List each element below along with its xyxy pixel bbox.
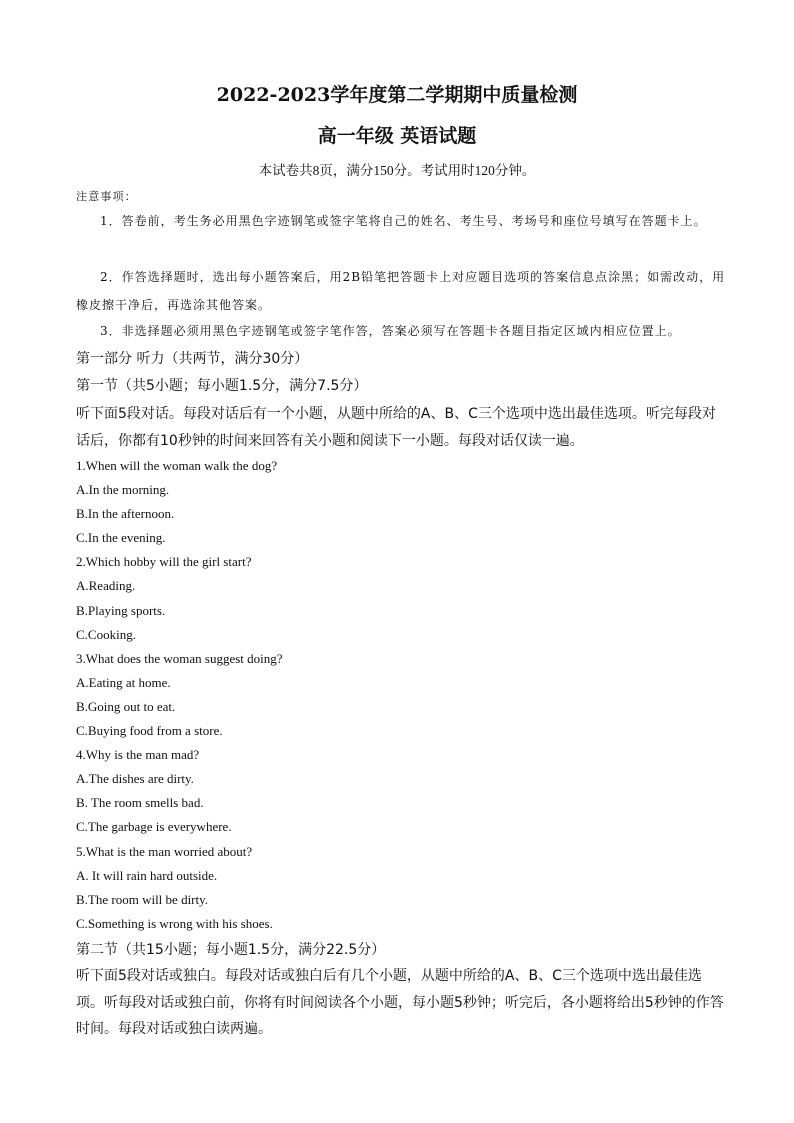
answer-option: A.Eating at home.	[76, 674, 171, 690]
answer-option: B. The room smells bad.	[76, 795, 204, 811]
exam-info: 本试卷共8页，满分150分。考试用时120分钟。	[258, 163, 536, 178]
question-list	[76, 454, 283, 936]
part-heading: 第一部分 听力（共两节，满分30分）	[76, 351, 309, 367]
answer-option: A.In the morning.	[76, 482, 170, 498]
answer-option: A.Reading.	[76, 578, 136, 594]
answer-option: C.Something is wrong with his shoes.	[76, 915, 273, 931]
section-heading: 第一节（共5小题；每小题1.5分，满分7.5分）	[76, 378, 368, 394]
notice-item: 3．非选择题必须用黑色字迹钢笔或签字笔作答，答案必须写在答题卡各题目指定区域内相应位置上。	[100, 324, 681, 338]
question-stem: 3.What does the woman suggest doing?	[76, 650, 283, 666]
notice-item: 1．答卷前，考生务必用黑色字迹钢笔或签字笔将自己的姓名、考生号、考场号和座位号填写在答题卡上。	[100, 214, 707, 228]
answer-option: C.Cooking.	[76, 626, 136, 642]
question-stem: 5.What is the man worried about?	[76, 843, 253, 859]
answer-option: A.The dishes are dirty.	[76, 771, 194, 787]
answer-option: B.Going out to eat.	[76, 698, 176, 714]
notice-heading: 注意事项：	[76, 190, 137, 203]
exam-title: 2022-2023学年度第二学期期中质量检测	[216, 84, 578, 106]
section-instructions: 听下面5段对话或独白。每段对话或独白后有几个小题，从题中所给的A、B、C三个选项中选出最佳选项。听每段对话或独白前，你将有时间阅读各个小题，每小题5秒钟；听完后，各小题将给出5秒钟的作答时间。每段对话或独白读两遍。	[76, 968, 724, 1037]
exam-subtitle: 高一年级 英语试题	[317, 125, 477, 147]
section-instructions: 听下面5段对话。每段对话后有一个小题，从题中所给的A、B、C三个选项中选出最佳选项。听完每段对话后，你都有10秒钟的时间来回答有关小题和阅读下一小题。每段对话仅读一遍。	[76, 406, 716, 449]
answer-option: C.In the evening.	[76, 530, 166, 546]
section-heading: 第二节（共15小题；每小题1.5分，满分22.5分）	[76, 942, 386, 958]
answer-option: A. It will rain hard outside.	[76, 867, 218, 883]
answer-option: C.Buying food from a store.	[76, 723, 223, 739]
notice-item: 2．作答选择题时，选出每小题答案后，用2B铅笔把答题卡上对应题目选项的答案信息点涂黑；如需改动，用橡皮擦干净后，再选涂其他答案。	[76, 270, 726, 312]
question-stem: 1.When will the woman walk the dog?	[76, 458, 278, 473]
answer-option: B.In the afternoon.	[76, 506, 175, 522]
question-stem: 2.Which hobby will the girl start?	[76, 554, 252, 570]
answer-option: B.The room will be dirty.	[76, 891, 209, 907]
question-stem: 4.Why is the man mad?	[76, 747, 200, 763]
answer-option: B.Playing sports.	[76, 602, 166, 618]
answer-option: C.The garbage is everywhere.	[76, 819, 232, 835]
